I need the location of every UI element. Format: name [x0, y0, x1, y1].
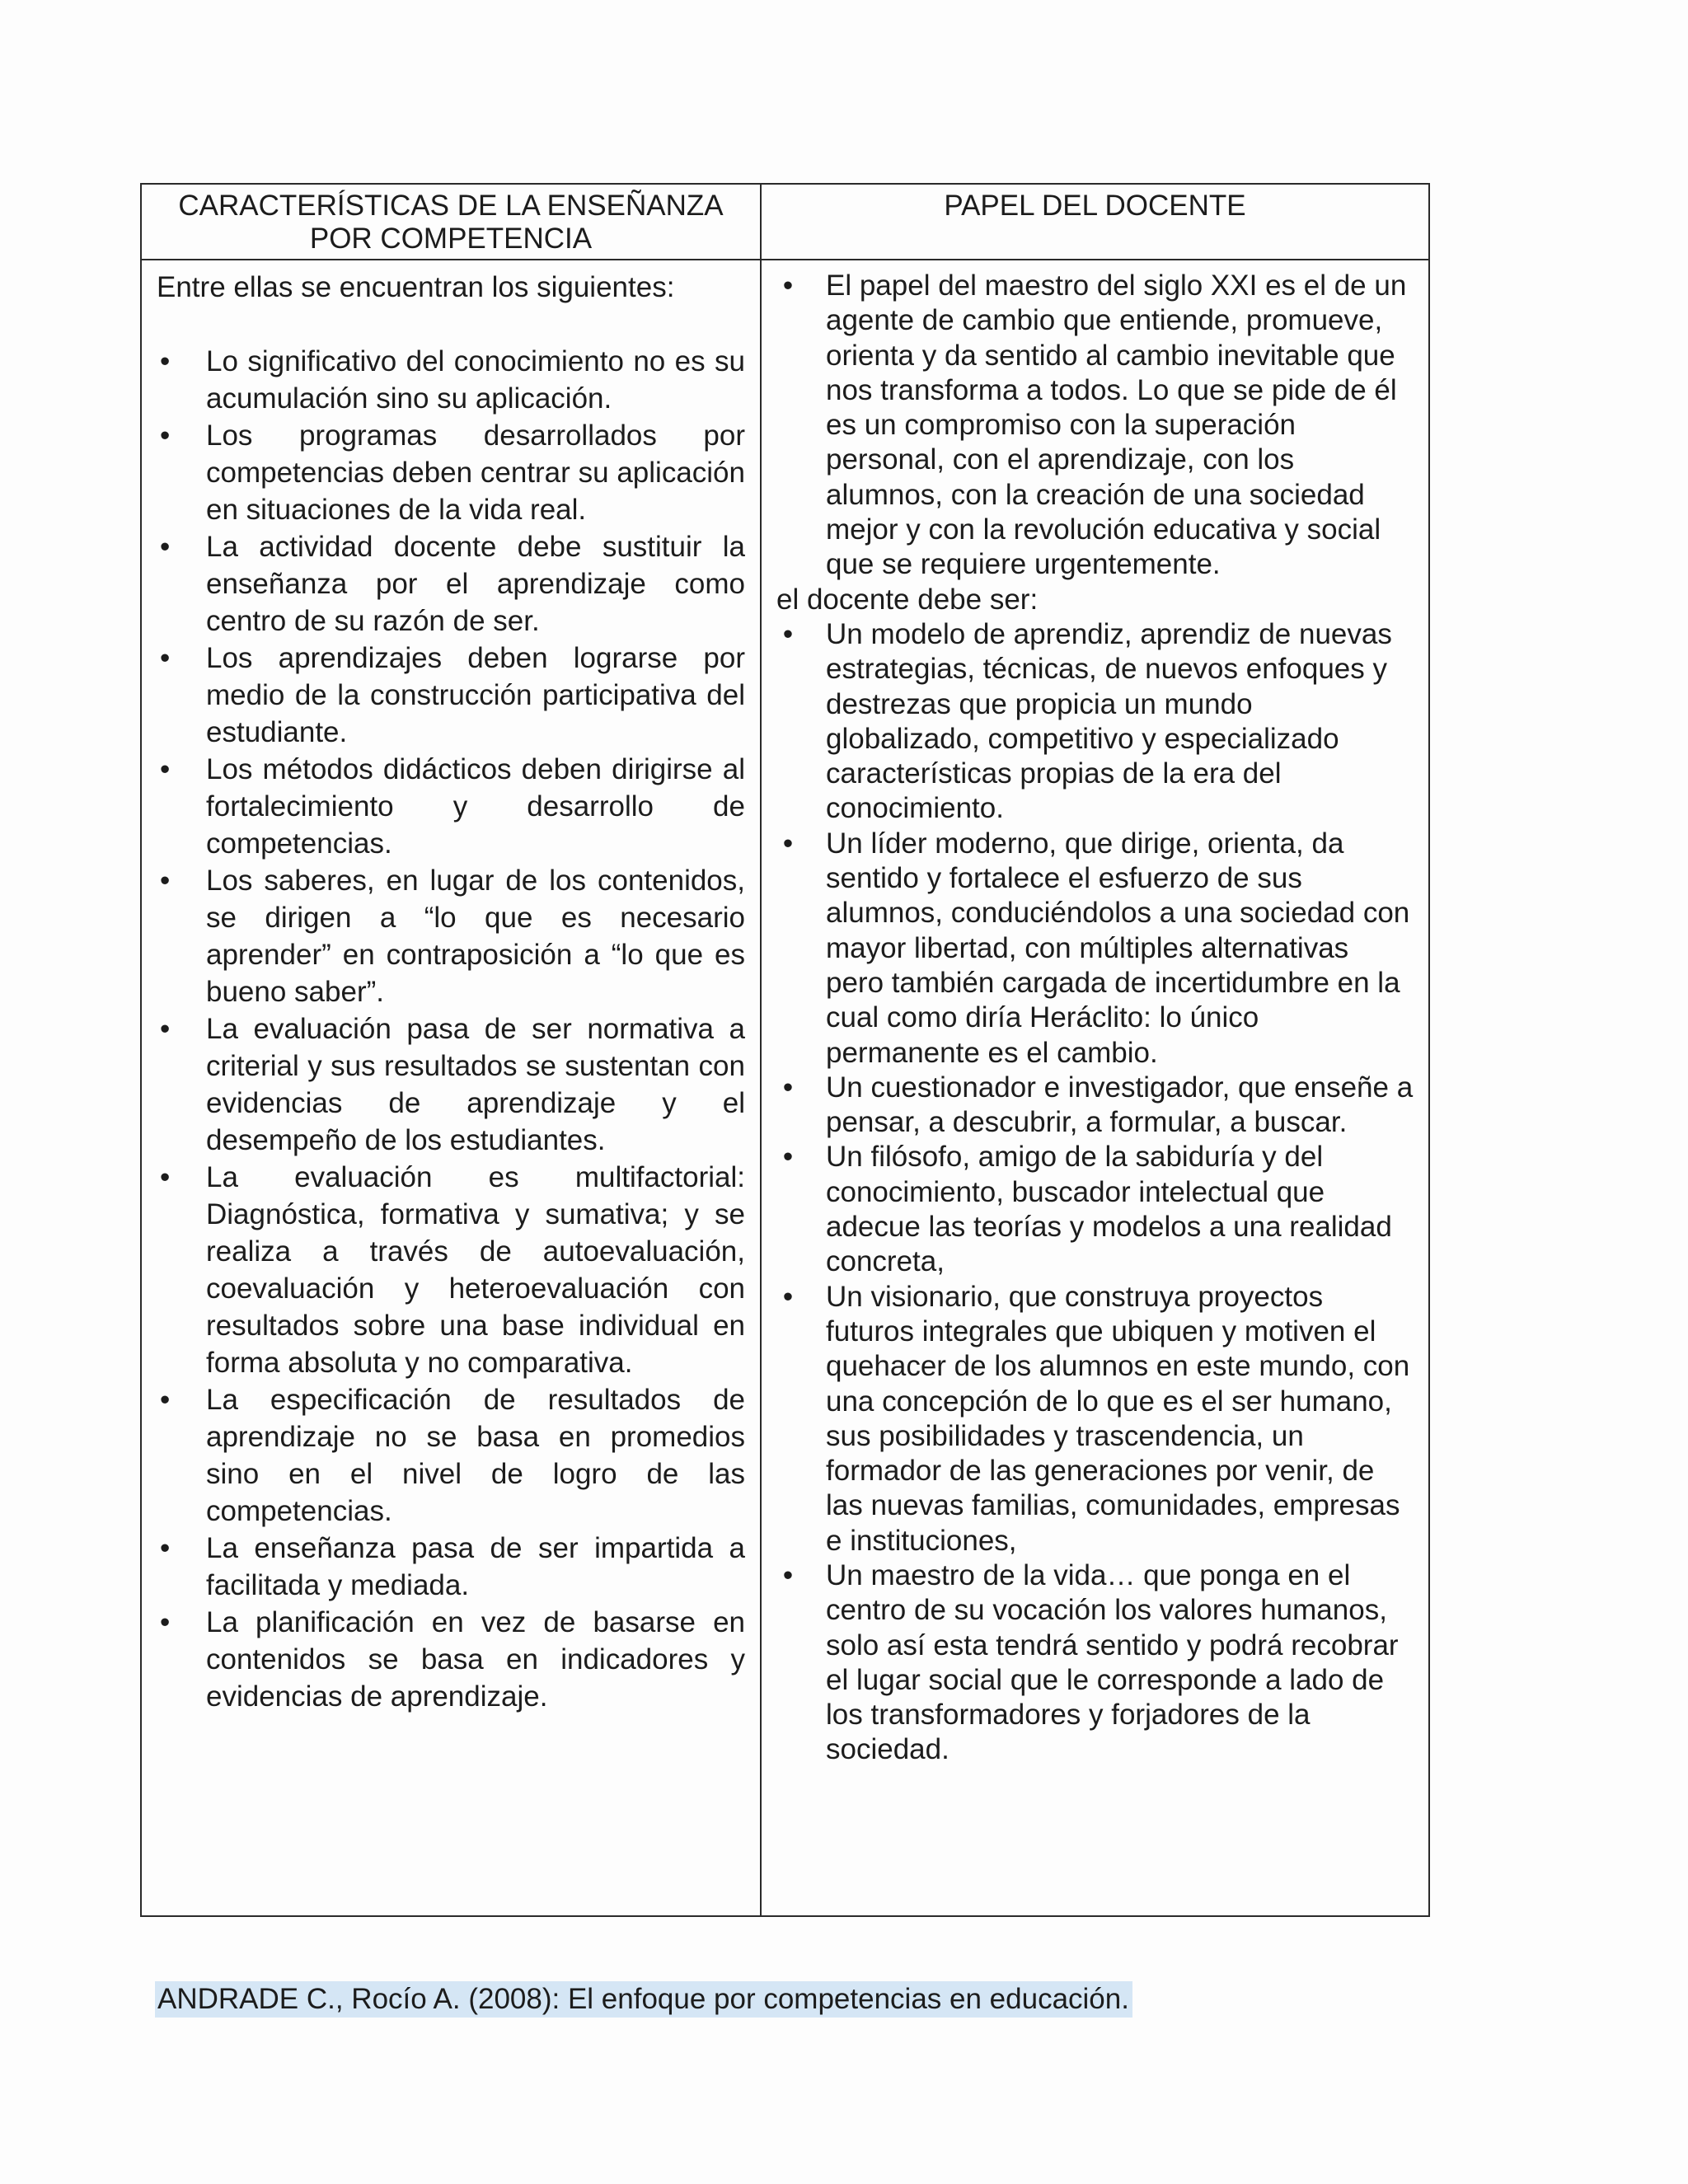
bullet-icon: • [160, 1161, 171, 1193]
list-item: • Un maestro de la vida… que ponga en el centro de su vocación los valores humanos, solo así esta tendrá sentido y podrá recobrar el lugar social que le corresponde a lado de los transformadores y forjadores de la sociedad. [776, 1558, 1414, 1768]
list-item: • Lo significativo del conocimiento no es su acumulación sino su aplicación. [157, 343, 745, 417]
bullet-icon: • [160, 865, 171, 897]
list-item: • Los aprendizajes deben lograrse por medio de la construcción participativa del estudiante. [157, 640, 745, 751]
bullet-icon: • [160, 1384, 171, 1416]
bullet-icon: • [160, 1013, 171, 1045]
header-characteristics [141, 184, 761, 260]
list-item: • La evaluación pasa de ser normativa a criterial y sus resultados se sustentan con evidencias de aprendizaje y el desempeño de los estudiantes. [157, 1010, 745, 1159]
bullet-icon: • [782, 1071, 794, 1104]
list-item: • La planificación en vez de basarse en contenidos se basa en indicadores y evidencias de aprendizaje. [157, 1604, 745, 1715]
characteristics-cell [141, 260, 761, 1916]
header-teacher-role-text: PAPEL DEL DOCENTE [944, 190, 1246, 222]
list-item: • Los saberes, en lugar de los contenidos, se dirigen a “lo que es necesario aprender” en contraposición a “lo que es bueno saber”. [157, 862, 745, 1010]
table-body-row [141, 260, 1429, 1916]
bullet-icon: • [160, 1532, 171, 1564]
list-item: • La enseñanza pasa de ser impartida a facilitada y mediada. [157, 1530, 745, 1604]
bullet-icon: • [160, 642, 171, 674]
list-item: • Los programas desarrollados por competencias deben centrar su aplicación en situaciones de la vida real. [157, 417, 745, 528]
teacher-role-intro-list [776, 269, 1414, 583]
bullet-icon: • [782, 269, 794, 302]
table-header-row [141, 184, 1429, 260]
header-teacher-role [761, 184, 1429, 260]
list-item: • La especificación de resultados de aprendizaje no se basa en promedios sino en el nivel de logro de las competencias. [157, 1381, 745, 1530]
list-item: • Un cuestionador e investigador, que enseñe a pensar, a descubrir, a formular, a buscar. [776, 1071, 1414, 1141]
list-item: • Un líder moderno, que dirige, orienta, da sentido y fortalece el esfuerzo de sus alumnos, conduciéndolos a una sociedad con mayor libertad, con múltiples alternativas pero también cargada de incertidumbre en la cual como diría Heráclito: lo único permanente es el cambio. [776, 827, 1414, 1071]
bullet-icon: • [160, 753, 171, 785]
bullet-icon: • [782, 827, 794, 860]
list-item: • La actividad docente debe sustituir la enseñanza por el aprendizaje como centro de su razón de ser. [157, 528, 745, 640]
list-item: • Un visionario, que construya proyectos futuros integrales que ubiquen y motiven el quehacer de los alumnos en este mundo, con una concepción de lo que es el ser humano, sus posibilidades y trascendencia, un formador de las generaciones por venir, de las nuevas familias, comunidades, empresas e instituciones, [776, 1280, 1414, 1558]
list-item: • La evaluación es multifactorial: Diagnóstica, formativa y sumativa; y se realiza a través de autoevaluación, coevaluación y heteroevaluación con resultados sobre una base individual en forma absoluta y no comparativa. [157, 1159, 745, 1381]
competencies-table [140, 183, 1430, 1917]
bullet-icon: • [782, 617, 794, 650]
characteristics-list [157, 343, 745, 1715]
bullet-icon: • [782, 1280, 794, 1313]
bullet-icon: • [782, 1141, 794, 1174]
bullet-icon: • [782, 1558, 794, 1591]
citation: ANDRADE C., Rocío A. (2008): El enfoque por competencias en educación. [155, 1981, 1132, 2018]
teacher-should-be-label: el docente debe ser: [776, 583, 1039, 616]
teacher-role-cell [761, 260, 1429, 1916]
characteristics-intro: Entre ellas se encuentran los siguientes: [157, 271, 675, 303]
list-item: • Un modelo de aprendiz, aprendiz de nuevas estrategias, técnicas, de nuevos enfoques y destrezas que propicia un mundo globalizado, competitivo y especializado características propias de la era del conocimiento. [776, 617, 1414, 827]
teacher-role-list [776, 617, 1414, 1768]
bullet-icon: • [160, 1606, 171, 1638]
header-characteristics-text: CARACTERÍSTICAS DE LA ENSEÑANZA POR COMPETENCIA [178, 190, 724, 255]
bullet-icon: • [160, 419, 171, 452]
list-item: • Los métodos didácticos deben dirigirse al fortalecimiento y desarrollo de competencias. [157, 751, 745, 862]
list-item: • Un filósofo, amigo de la sabiduría y del conocimiento, buscador intelectual que adecue las teorías y modelos a una realidad concreta, [776, 1140, 1414, 1279]
list-item: • El papel del maestro del siglo XXI es el de un agente de cambio que entiende, promueve, orienta y da sentido al cambio inevitable que nos transforma a todos. Lo que se pide de él es un compromiso con la superación personal, con el aprendizaje, con los alumnos, con la creación de una sociedad mejor y con la revolución educativa y social que se requiere urgentemente. [776, 269, 1414, 583]
bullet-icon: • [160, 345, 171, 377]
bullet-icon: • [160, 531, 171, 563]
